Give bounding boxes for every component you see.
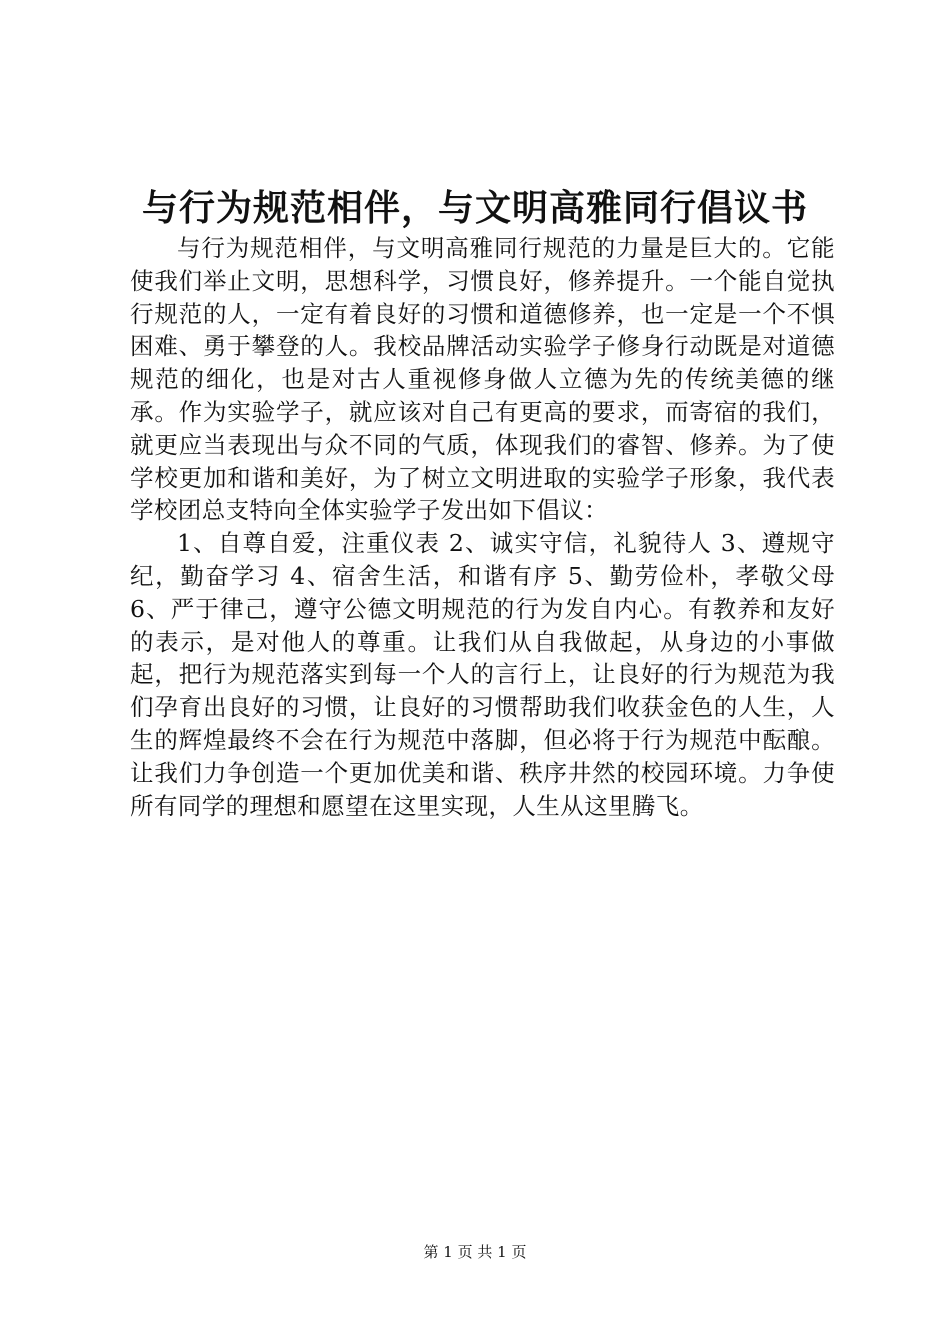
document-title: 与行为规范相伴，与文明高雅同行倡议书 (141, 188, 808, 229)
page-number-footer: 第 1 页 共 1 页 (423, 1243, 527, 1261)
paragraph-proposals: 1、自尊自爱，注重仪表 2、诚实守信，礼貌待人 3、遵规守纪，勤奋学习 4、宿舍生活，和谐有序 5、勤劳俭朴，孝敬父母 6、严于律己，遵守公德文明规范的行为发自内心。有教养和友好的表示，是对他人的尊重。让我们从自我做起，从身边的小事做起，把行为规范落实到每一个人的言行上，让良好的行为规范为我们孕育出良好的习惯，让良好的习惯帮助我们收获金色的人生，人生的辉煌最终不会在行为规范中落脚，但必将于行为规范中酝酿。让我们力争创造一个更加优美和谐、秩序井然的校园环境。力争使所有同学的理想和愿望在这里实现，人生从这里腾飞。 (130, 529, 835, 820)
document-body (130, 232, 835, 822)
paragraph-intro: 与行为规范相伴，与文明高雅同行规范的力量是巨大的。它能使我们举止文明，思想科学，习惯良好，修养提升。一个能自觉执行规范的人，一定有着良好的习惯和道德修养，也一定是一个不惧困难、勇于攀登的人。我校品牌活动实验学子修身行动既是对道德规范的细化，也是对古人重视修身做人立德为先的传统美德的继承。作为实验学子，就应该对自己有更高的要求，而寄宿的我们，就更应当表现出与众不同的气质，体现我们的睿智、修养。为了使学校更加和谐和美好，为了树立文明进取的实验学子形象，我代表学校团总支特向全体实验学子发出如下倡议： (130, 234, 835, 525)
